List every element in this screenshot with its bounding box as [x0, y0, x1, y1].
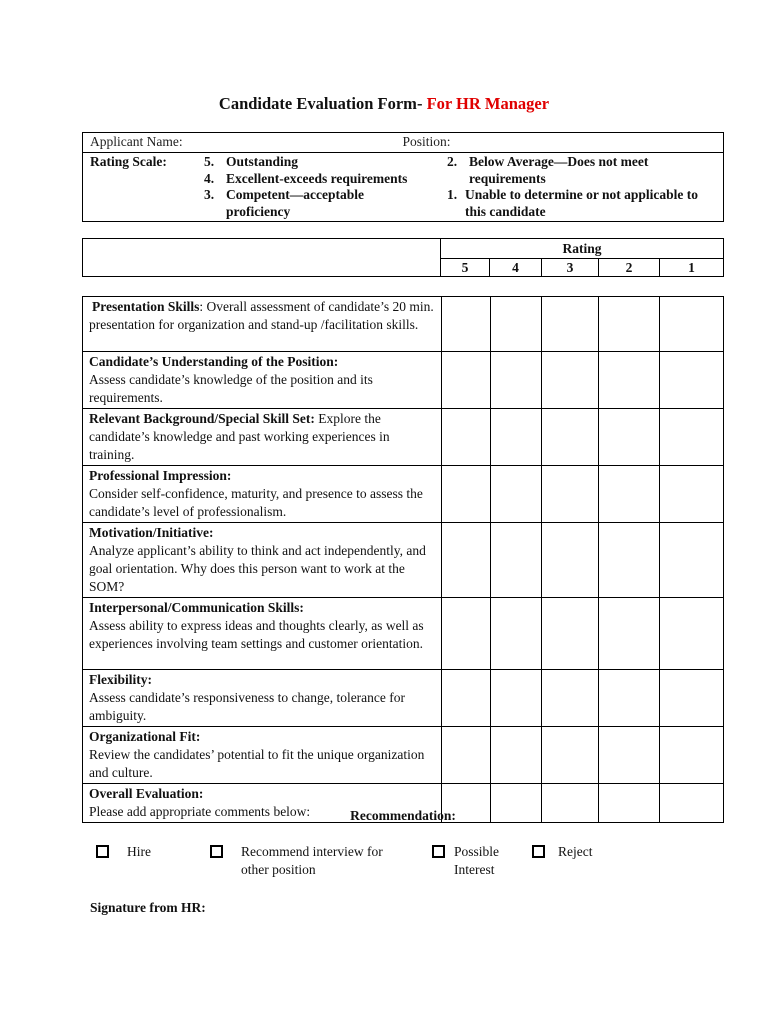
criteria-row [83, 466, 724, 523]
criteria-text: Assess candidate’s knowledge of the position and its requirements. [89, 372, 373, 405]
criteria-text: Explore the candidate’s knowledge and past working experiences in training. [89, 411, 390, 462]
rating-cell-1[interactable] [659, 670, 723, 727]
rating-cell-5[interactable] [441, 670, 490, 727]
rating-cell-5[interactable] [441, 598, 490, 670]
criteria-text: Overall assessment of candidate’s 20 min. presentation for organization and stand-up /facilitation skills. [89, 299, 434, 332]
criteria-description [83, 409, 442, 466]
rating-cell-3[interactable] [541, 466, 598, 523]
checkbox[interactable] [210, 845, 223, 858]
rating-col-5: 5 [441, 259, 490, 277]
criteria-row [83, 727, 724, 784]
rating-col-3: 3 [542, 259, 599, 277]
criteria-row [83, 598, 724, 670]
position-label: Position: [402, 134, 451, 149]
criteria-row [83, 409, 724, 466]
option-label: Reject [558, 844, 593, 859]
rating-cell-2[interactable] [598, 523, 659, 598]
checkbox[interactable] [532, 845, 545, 858]
scale-item: 2. Below Average—Does not meet requirements [447, 154, 649, 186]
rating-cell-4[interactable] [490, 523, 541, 598]
scale-item: 4. Excellent-exceeds requirements [204, 170, 408, 186]
criteria-row [83, 670, 724, 727]
rating-cell-1[interactable] [659, 523, 723, 598]
rating-cell-5[interactable] [441, 727, 490, 784]
rating-cell-5[interactable] [441, 466, 490, 523]
criteria-heading: Flexibility: [89, 672, 152, 687]
criteria-text: Assess candidate’s responsiveness to change, tolerance for ambiguity. [89, 690, 406, 723]
scale-item: 3. Competent—acceptable proficiency [204, 187, 364, 219]
rating-cell-2[interactable] [598, 352, 659, 409]
criteria-heading: Presentation Skills [92, 299, 200, 314]
option-label: Possible Interest [454, 844, 500, 877]
rating-header-blank [83, 239, 441, 277]
criteria-description [83, 352, 442, 409]
criteria-text: Analyze applicant’s ability to think and act independently, and goal orientation. Why does this person want to work at the SOM? [89, 543, 426, 594]
title-subtitle: For HR Manager [426, 94, 550, 113]
rating-col-1: 1 [660, 259, 724, 277]
rating-cell-5[interactable] [441, 297, 490, 352]
criteria-description [83, 670, 442, 727]
rating-cell-5[interactable] [441, 409, 490, 466]
criteria-heading: Candidate’s Understanding of the Position: [89, 354, 339, 369]
scale-item: 5. Outstanding [204, 154, 299, 169]
rating-cell-4[interactable] [490, 466, 541, 523]
criteria-description [83, 523, 442, 598]
rating-cell-3[interactable] [541, 670, 598, 727]
criteria-text: Assess ability to express ideas and thoughts clearly, as well as experiences involving team settings and customer orientation. [89, 618, 424, 651]
recommendation-title: Recommendation: [350, 808, 456, 823]
criteria-description: Presentation Skills: Overall assessment of candidate’s 20 min. presentation for organization and stand-up /facilitation skills. [83, 297, 442, 352]
rating-cell-2[interactable] [598, 670, 659, 727]
option-recommend-interview[interactable] [210, 843, 411, 879]
option-label: Recommend interview for other position [241, 844, 383, 877]
applicant-info-table [82, 132, 724, 222]
criteria-description [83, 727, 442, 784]
criteria-heading: Organizational Fit: [89, 729, 201, 744]
rating-cell-2[interactable] [598, 409, 659, 466]
criteria-text: Review the candidates’ potential to fit the unique organization and culture. [89, 747, 425, 780]
rating-cell-2[interactable] [598, 598, 659, 670]
rating-cell-3[interactable] [541, 409, 598, 466]
rating-cell-4[interactable] [490, 352, 541, 409]
checkbox[interactable] [432, 845, 445, 858]
title-dash: - [416, 94, 423, 113]
rating-scale-label: Rating Scale: [90, 154, 167, 169]
rating-cell-1[interactable] [659, 727, 723, 784]
criteria-text: Please add appropriate comments below: [89, 804, 311, 819]
criteria-text: Consider self-confidence, maturity, and presence to assess the candidate’s level of professionalism. [89, 486, 423, 519]
rating-cell-4[interactable] [490, 409, 541, 466]
rating-col-4: 4 [490, 259, 542, 277]
criteria-description [83, 598, 442, 670]
criteria-row [83, 523, 724, 598]
option-label: Hire [127, 844, 151, 859]
option-hire[interactable] [96, 843, 151, 861]
rating-scale-left [204, 154, 424, 220]
criteria-heading: Interpersonal/Communication Skills: [89, 600, 304, 615]
applicant-position-row [83, 133, 724, 153]
rating-cell-3[interactable] [541, 297, 598, 352]
criteria-heading: Professional Impression: [89, 468, 232, 483]
rating-cell-3[interactable] [541, 352, 598, 409]
rating-header-table [82, 238, 724, 277]
checkbox[interactable] [96, 845, 109, 858]
option-possible-interest[interactable] [432, 843, 516, 879]
rating-cell-2[interactable] [598, 466, 659, 523]
rating-scale-row [83, 153, 724, 222]
title-main: Candidate Evaluation Form [218, 94, 417, 113]
criteria-row [83, 297, 724, 352]
rating-cell-2[interactable] [598, 297, 659, 352]
rating-cell-1[interactable] [659, 409, 723, 466]
rating-cell-4[interactable] [490, 670, 541, 727]
rating-cell-4[interactable] [490, 297, 541, 352]
rating-cell-3[interactable] [541, 727, 598, 784]
option-reject[interactable] [532, 843, 592, 861]
rating-header-label: Rating [441, 239, 724, 259]
rating-cell-3[interactable] [541, 523, 598, 598]
criteria-row [83, 352, 724, 409]
rating-cell-2[interactable] [598, 727, 659, 784]
rating-cell-4[interactable] [490, 598, 541, 670]
criteria-table [82, 296, 724, 823]
scale-item: 1. Unable to determine or not applicable to this candidate [447, 187, 698, 219]
rating-col-2: 2 [599, 259, 660, 277]
rating-cell-1[interactable] [659, 466, 723, 523]
rating-scale-right [447, 154, 719, 220]
rating-cell-5[interactable] [441, 523, 490, 598]
rating-cell-1[interactable] [659, 352, 723, 409]
page-title [0, 94, 768, 114]
criteria-heading: Overall Evaluation: [89, 786, 204, 801]
rating-cell-4[interactable] [490, 727, 541, 784]
criteria-heading: Relevant Background/Special Skill Set: [89, 411, 315, 426]
rating-cell-3[interactable] [541, 598, 598, 670]
rating-cell-5[interactable] [441, 352, 490, 409]
applicant-name-label: Applicant Name: [90, 134, 183, 149]
signature-label: Signature from HR: [90, 900, 206, 915]
rating-cell-1[interactable] [659, 598, 723, 670]
criteria-heading: Motivation/Initiative: [89, 525, 214, 540]
criteria-description [83, 466, 442, 523]
rating-cell-1[interactable] [659, 297, 723, 352]
